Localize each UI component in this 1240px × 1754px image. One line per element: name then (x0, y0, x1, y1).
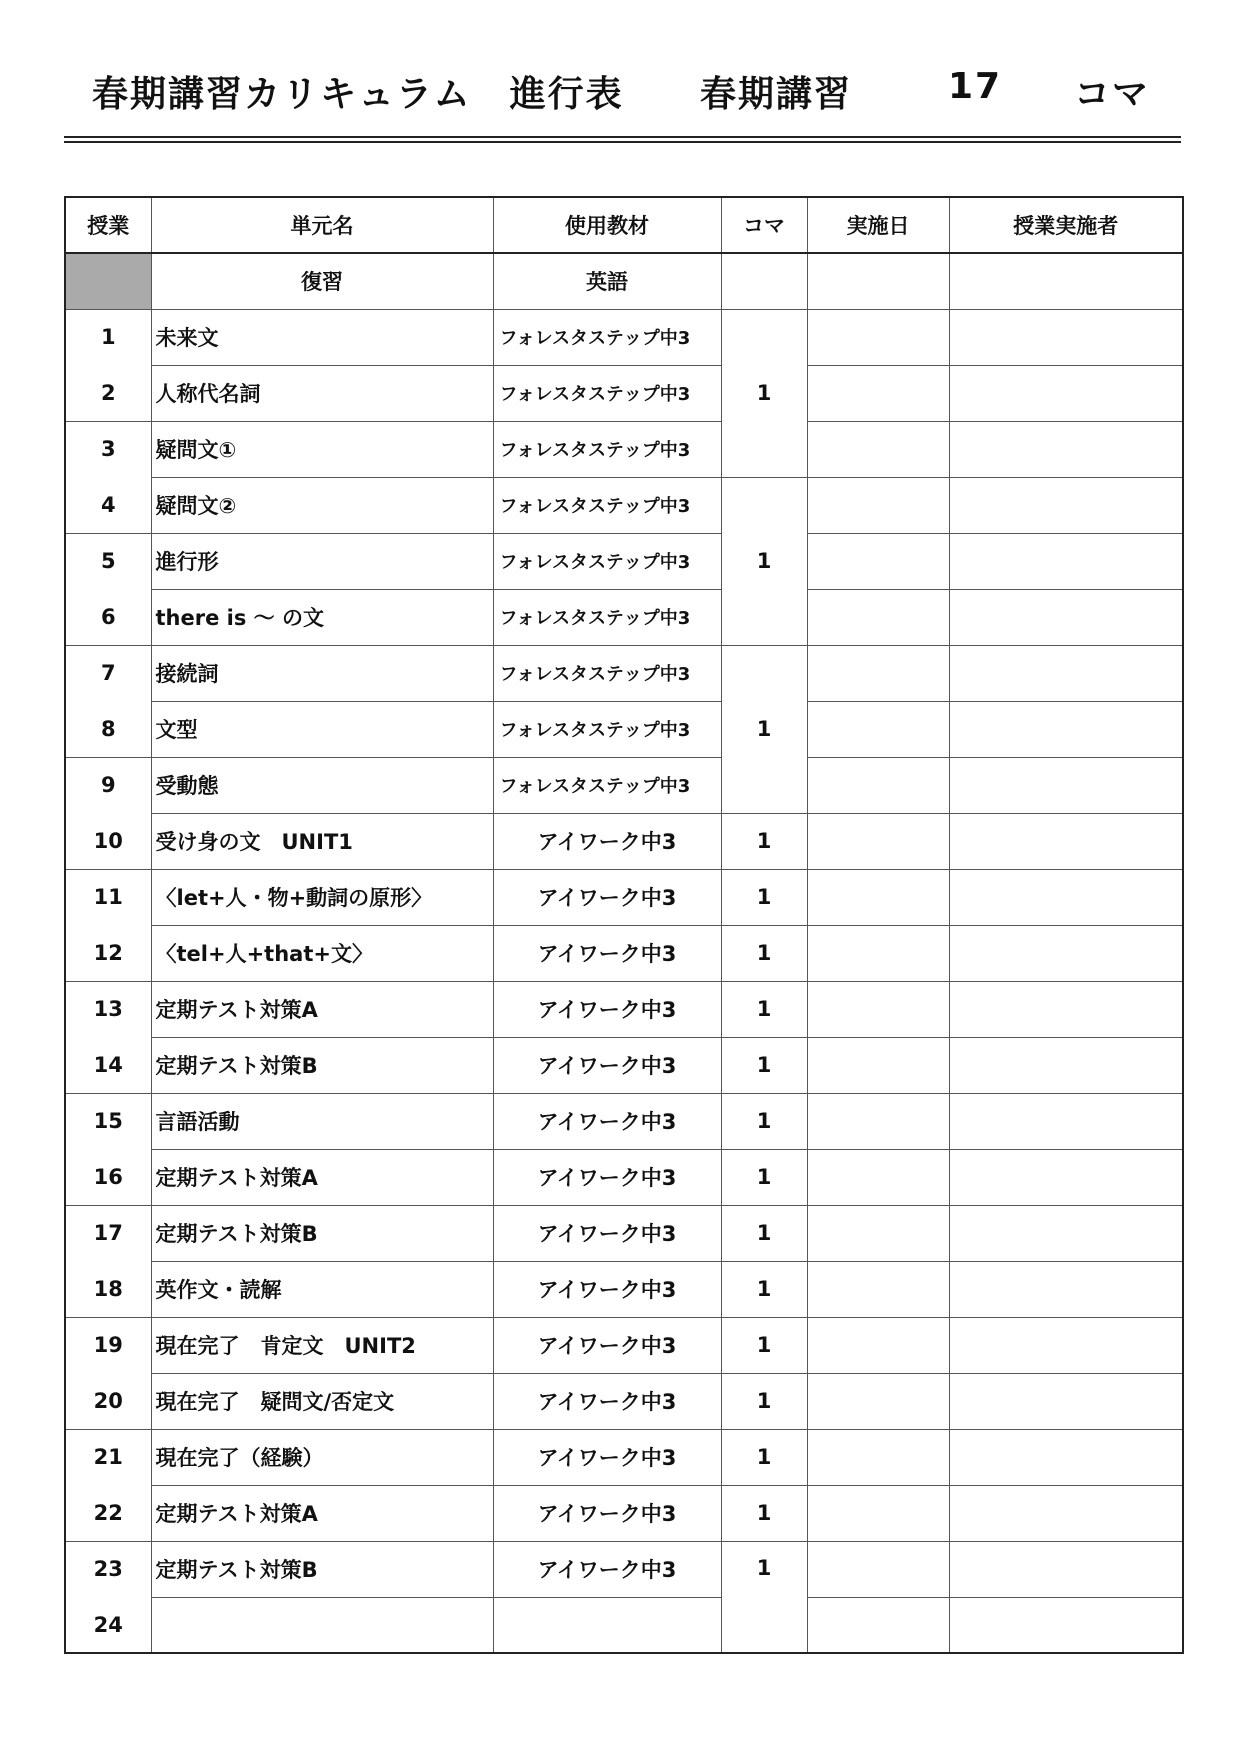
lesson-number: 6 (65, 589, 151, 645)
material-name: アイワーク中3 (493, 1485, 721, 1541)
lesson-number: 11 (65, 869, 151, 925)
teacher-cell[interactable] (949, 253, 1183, 309)
material-name: アイワーク中3 (493, 1541, 721, 1597)
teacher-cell[interactable] (949, 1541, 1183, 1597)
unit-name: 未来文 (151, 309, 493, 365)
lesson-number: 20 (65, 1373, 151, 1429)
material-name: アイワーク中3 (493, 1149, 721, 1205)
koma-cell: 1 (721, 1261, 807, 1317)
date-cell[interactable] (807, 1541, 949, 1597)
koma-cell: 1 (721, 1373, 807, 1429)
koma-cell: 1 (721, 1429, 807, 1485)
koma-cell (721, 253, 807, 309)
teacher-cell[interactable] (949, 1261, 1183, 1317)
date-cell[interactable] (807, 869, 949, 925)
unit-name: 現在完了 疑問文/否定文 (151, 1373, 493, 1429)
table-row (65, 1597, 1183, 1653)
koma-cell: 1 (721, 1037, 807, 1093)
curriculum-table (64, 196, 1184, 1654)
teacher-cell[interactable] (949, 701, 1183, 757)
lesson-number: 12 (65, 925, 151, 981)
table-row (65, 1541, 1183, 1597)
lesson-number: 17 (65, 1205, 151, 1261)
unit-name: 現在完了（経験） (151, 1429, 493, 1485)
koma-cell: 1 (721, 869, 807, 925)
material-name: アイワーク中3 (493, 1093, 721, 1149)
review-material: 英語 (493, 253, 721, 309)
table-row (65, 421, 1183, 477)
unit-name: 現在完了 肯定文 UNIT2 (151, 1317, 493, 1373)
teacher-cell[interactable] (949, 1597, 1183, 1653)
lesson-number: 4 (65, 477, 151, 533)
date-cell[interactable] (807, 981, 949, 1037)
koma-cell: 1 (721, 1317, 807, 1373)
table-row (65, 309, 1183, 365)
material-name: アイワーク中3 (493, 1373, 721, 1429)
lesson-number: 24 (65, 1597, 151, 1653)
table-row (65, 589, 1183, 645)
lesson-number: 5 (65, 533, 151, 589)
date-cell[interactable] (807, 589, 949, 645)
lesson-number: 21 (65, 1429, 151, 1485)
teacher-cell[interactable] (949, 981, 1183, 1037)
unit-name: 定期テスト対策B (151, 1037, 493, 1093)
koma-cell: 1 (721, 1485, 807, 1541)
teacher-cell[interactable] (949, 1373, 1183, 1429)
date-cell[interactable] (807, 477, 949, 533)
material-name (493, 1597, 721, 1653)
table-header-row (65, 197, 1183, 253)
teacher-cell[interactable] (949, 309, 1183, 365)
date-cell[interactable] (807, 813, 949, 869)
column-header-unit: 単元名 (151, 197, 493, 253)
unit-name: 受動態 (151, 757, 493, 813)
page-header (0, 66, 1240, 126)
teacher-cell[interactable] (949, 645, 1183, 701)
unit-name: 接続詞 (151, 645, 493, 701)
lesson-number: 3 (65, 421, 151, 477)
material-name: アイワーク中3 (493, 1261, 721, 1317)
lesson-number: 15 (65, 1093, 151, 1149)
material-name: フォレスタステップ中3 (493, 645, 721, 701)
table-row (65, 1037, 1183, 1093)
unit-name: 〈let+人・物+動詞の原形〉 (151, 869, 493, 925)
date-cell[interactable] (807, 1485, 949, 1541)
teacher-cell[interactable] (949, 757, 1183, 813)
teacher-cell[interactable] (949, 589, 1183, 645)
table-row (65, 1373, 1183, 1429)
material-name: アイワーク中3 (493, 1317, 721, 1373)
date-cell[interactable] (807, 1317, 949, 1373)
date-cell[interactable] (807, 421, 949, 477)
unit-name: 定期テスト対策B (151, 1541, 493, 1597)
date-cell[interactable] (807, 1597, 949, 1653)
table-row (65, 533, 1183, 589)
table-row-review (65, 253, 1183, 309)
column-header-koma: コマ (721, 197, 807, 253)
table-row (65, 1149, 1183, 1205)
page-title: 春期講習カリキュラム 進行表 (92, 74, 624, 115)
teacher-cell[interactable] (949, 1485, 1183, 1541)
unit-name (151, 1597, 493, 1653)
unit-name: 文型 (151, 701, 493, 757)
unit-name: 定期テスト対策A (151, 981, 493, 1037)
session-unit-label: コマ (1074, 74, 1151, 115)
table-row (65, 981, 1183, 1037)
table-row (65, 365, 1183, 421)
lesson-number: 19 (65, 1317, 151, 1373)
lesson-number: 22 (65, 1485, 151, 1541)
koma-cell: 1 (721, 813, 807, 869)
table-row (65, 645, 1183, 701)
column-header-date: 実施日 (807, 197, 949, 253)
date-cell[interactable] (807, 645, 949, 701)
header-divider-top (64, 136, 1181, 138)
unit-name: there is 〜 の文 (151, 589, 493, 645)
date-cell[interactable] (807, 1261, 949, 1317)
teacher-cell[interactable] (949, 477, 1183, 533)
date-cell[interactable] (807, 925, 949, 981)
lesson-number: 23 (65, 1541, 151, 1597)
unit-name: 定期テスト対策A (151, 1149, 493, 1205)
material-name: フォレスタステップ中3 (493, 309, 721, 365)
lesson-number: 10 (65, 813, 151, 869)
date-cell[interactable] (807, 365, 949, 421)
date-cell[interactable] (807, 757, 949, 813)
teacher-cell[interactable] (949, 365, 1183, 421)
koma-cell: 1 (721, 1205, 807, 1261)
teacher-cell[interactable] (949, 1205, 1183, 1261)
column-header-teacher: 授業実施者 (949, 197, 1183, 253)
date-cell[interactable] (807, 1149, 949, 1205)
term-label: 春期講習 (700, 74, 853, 115)
material-name: フォレスタステップ中3 (493, 365, 721, 421)
header-divider-bottom (64, 141, 1181, 143)
table-row (65, 477, 1183, 533)
unit-name: 受け身の文 UNIT1 (151, 813, 493, 869)
date-cell[interactable] (807, 1037, 949, 1093)
table-row (65, 1205, 1183, 1261)
table-row (65, 701, 1183, 757)
teacher-cell[interactable] (949, 1149, 1183, 1205)
lesson-number: 7 (65, 645, 151, 701)
material-name: フォレスタステップ中3 (493, 533, 721, 589)
koma-cell: 1 (721, 925, 807, 981)
lesson-number: 14 (65, 1037, 151, 1093)
koma-cell: 1 (721, 1541, 807, 1653)
material-name: アイワーク中3 (493, 1205, 721, 1261)
lesson-number: 18 (65, 1261, 151, 1317)
review-shaded-cell (65, 253, 151, 309)
material-name: アイワーク中3 (493, 813, 721, 869)
lesson-number: 9 (65, 757, 151, 813)
koma-cell: 1 (721, 981, 807, 1037)
material-name: フォレスタステップ中3 (493, 589, 721, 645)
teacher-cell[interactable] (949, 1093, 1183, 1149)
unit-name: 疑問文② (151, 477, 493, 533)
table-row (65, 1093, 1183, 1149)
unit-name: 疑問文① (151, 421, 493, 477)
teacher-cell[interactable] (949, 925, 1183, 981)
unit-name: 人称代名詞 (151, 365, 493, 421)
teacher-cell[interactable] (949, 1429, 1183, 1485)
lesson-number: 16 (65, 1149, 151, 1205)
material-name: フォレスタステップ中3 (493, 701, 721, 757)
date-cell[interactable] (807, 1205, 949, 1261)
unit-name: 言語活動 (151, 1093, 493, 1149)
unit-name: 定期テスト対策A (151, 1485, 493, 1541)
table-row (65, 869, 1183, 925)
column-header-material: 使用教材 (493, 197, 721, 253)
material-name: アイワーク中3 (493, 981, 721, 1037)
column-header-lesson: 授業 (65, 197, 151, 253)
teacher-cell[interactable] (949, 1317, 1183, 1373)
material-name: アイワーク中3 (493, 1037, 721, 1093)
table-row (65, 1261, 1183, 1317)
table-row (65, 1485, 1183, 1541)
material-name: アイワーク中3 (493, 1429, 721, 1485)
date-cell[interactable] (807, 1429, 949, 1485)
teacher-cell[interactable] (949, 869, 1183, 925)
koma-cell: 1 (721, 1093, 807, 1149)
koma-cell: 1 (721, 309, 807, 477)
table-row (65, 1429, 1183, 1485)
koma-cell: 1 (721, 477, 807, 645)
session-count: 17 (948, 66, 1003, 107)
date-cell[interactable] (807, 533, 949, 589)
date-cell[interactable] (807, 309, 949, 365)
date-cell[interactable] (807, 253, 949, 309)
teacher-cell[interactable] (949, 813, 1183, 869)
koma-cell: 1 (721, 1149, 807, 1205)
material-name: フォレスタステップ中3 (493, 477, 721, 533)
teacher-cell[interactable] (949, 533, 1183, 589)
lesson-number: 13 (65, 981, 151, 1037)
review-unit: 復習 (151, 253, 493, 309)
material-name: フォレスタステップ中3 (493, 757, 721, 813)
teacher-cell[interactable] (949, 1037, 1183, 1093)
lesson-number: 2 (65, 365, 151, 421)
koma-cell: 1 (721, 645, 807, 813)
lesson-number: 8 (65, 701, 151, 757)
teacher-cell[interactable] (949, 421, 1183, 477)
table-row (65, 925, 1183, 981)
table-row (65, 757, 1183, 813)
lesson-number: 1 (65, 309, 151, 365)
material-name: フォレスタステップ中3 (493, 421, 721, 477)
unit-name: 〈tel+人+that+文〉 (151, 925, 493, 981)
date-cell[interactable] (807, 1093, 949, 1149)
unit-name: 進行形 (151, 533, 493, 589)
unit-name: 英作文・読解 (151, 1261, 493, 1317)
material-name: アイワーク中3 (493, 925, 721, 981)
table-row (65, 813, 1183, 869)
date-cell[interactable] (807, 701, 949, 757)
material-name: アイワーク中3 (493, 869, 721, 925)
table-row (65, 1317, 1183, 1373)
unit-name: 定期テスト対策B (151, 1205, 493, 1261)
date-cell[interactable] (807, 1373, 949, 1429)
